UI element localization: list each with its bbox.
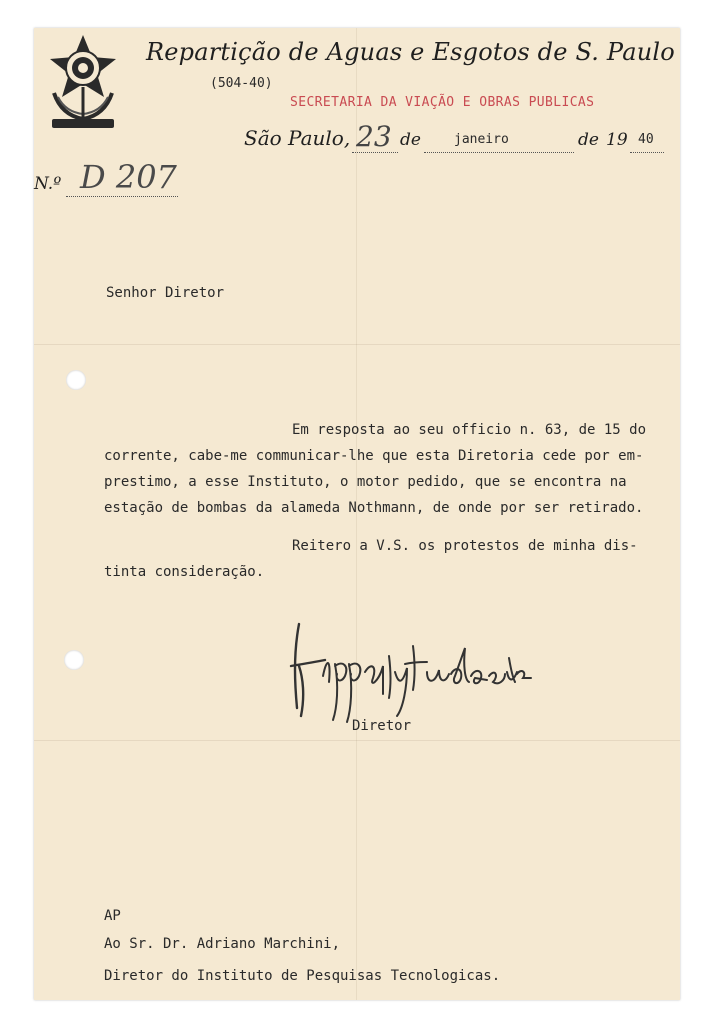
document-number: D 207 xyxy=(80,158,177,196)
punch-hole xyxy=(64,650,84,670)
date-de-label: de xyxy=(400,130,421,150)
letterhead-title: Repartição de Aguas e Esgotos de S. Paulo xyxy=(146,38,675,66)
body-line: prestimo, a esse Instituto, o motor pedido, que se encontra na xyxy=(104,474,627,490)
punch-hole xyxy=(66,370,86,390)
brazil-coat-of-arms-icon xyxy=(46,31,120,131)
body-line: Reitero a V.S. os protestos de minha dis- xyxy=(292,538,638,554)
date-year-dotline xyxy=(630,152,664,153)
letter-sheet xyxy=(34,28,680,1000)
date-month: janeiro xyxy=(454,132,509,147)
body-line: tinta consideração. xyxy=(104,564,265,580)
body-line: corrente, cabe-me communicar-lhe que esta Diretoria cede por em- xyxy=(104,448,644,464)
body-line: Em resposta ao seu officio n. 63, de 15 do xyxy=(292,422,647,438)
fold-line xyxy=(34,344,680,345)
date-city: São Paulo, xyxy=(244,126,351,150)
date-day: 23 xyxy=(356,120,392,153)
date-month-dotline xyxy=(424,152,574,153)
footer-recipient: Ao Sr. Dr. Adriano Marchini, xyxy=(104,936,341,952)
phone-code: (504-40) xyxy=(210,76,273,91)
greeting: Senhor Diretor xyxy=(106,285,225,301)
footer-recipient-title: Diretor do Instituto de Pesquisas Tecnologicas. xyxy=(104,968,501,984)
signer-title: Diretor xyxy=(352,718,412,734)
date-year-prefix: 19 xyxy=(606,130,628,150)
signature-image xyxy=(279,616,539,726)
secretaria-stamp: SECRETARIA DA VIAÇÃO E OBRAS PUBLICAS xyxy=(290,95,595,110)
body-line: estação de bombas da alameda Nothmann, de onde por ser retirado. xyxy=(104,500,644,516)
fold-line xyxy=(34,740,680,741)
number-dotline xyxy=(66,196,178,197)
date-de-label: de xyxy=(578,130,599,150)
date-day-dotline xyxy=(352,152,398,153)
date-year-suffix: 40 xyxy=(638,132,654,147)
footer-initials: AP xyxy=(104,908,121,924)
number-label: N.º xyxy=(34,174,62,194)
